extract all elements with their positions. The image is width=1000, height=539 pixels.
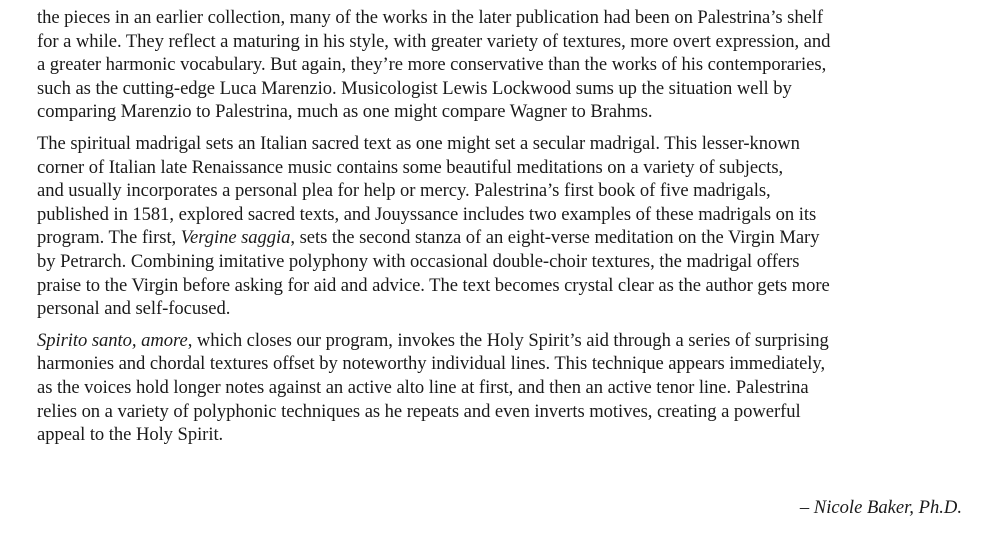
text-segment: comparing Marenzio to Palestrina, much as one might compare Wagner to Brahms.: [37, 101, 653, 123]
text-line: [37, 352, 967, 376]
text-segment: appeal to the Holy Spirit.: [37, 424, 224, 446]
paragraph-1: [37, 6, 967, 124]
text-line: [37, 400, 967, 424]
text-line: [37, 100, 967, 124]
text-segment: the pieces in an earlier collection, many of the works in the later publication had been on Palestrina’s shelf: [37, 7, 824, 28]
text-line: [37, 274, 967, 298]
text-segment: praise to the Virgin before asking for aid and advice. The text becomes crystal clear as the author gets more: [37, 274, 830, 296]
text-segment: published in 1581, explored sacred texts, and Jouyssance includes two examples of these madrigals on its: [37, 203, 817, 225]
text-segment: by Petrarch. Combining imitative polyphony with occasional double-choir textures, the madrigal offers: [37, 250, 800, 272]
text-segment: as the voices hold longer notes against an active alto line at first, and then an active tenor line. Palestrina: [37, 376, 809, 398]
text-segment: for a while. They reflect a maturing in his style, with greater variety of textures, more overt expression, and: [37, 30, 831, 52]
text-line: [37, 6, 967, 30]
text-line: [37, 423, 967, 447]
text-line: [37, 53, 967, 77]
paragraph-2: [37, 132, 967, 321]
text-line: [37, 77, 967, 101]
text-line: [37, 179, 967, 203]
essay-body: [37, 6, 967, 455]
text-line: [37, 156, 967, 180]
text-segment: personal and self-focused.: [37, 298, 231, 320]
paragraph-3: [37, 329, 967, 447]
text-segment: program. The first,: [37, 227, 181, 249]
text-line: [37, 329, 967, 353]
text-segment: and usually incorporates a personal plea for help or mercy. Palestrina’s first book of five madrigals,: [37, 180, 771, 202]
italic-title: Vergine saggia: [180, 227, 291, 249]
text-segment: , which closes our program, invokes the Holy Spirit’s aid through a series of surprising: [187, 329, 829, 351]
text-line: [37, 226, 967, 250]
text-segment: The spiritual madrigal sets an Italian sacred text as one might set a secular madrigal. This lesser-known: [37, 132, 800, 154]
text-line: [37, 250, 967, 274]
italic-title: Spirito santo, amore: [37, 329, 188, 351]
text-segment: harmonies and chordal textures offset by noteworthy individual lines. This technique appears immediately,: [37, 353, 826, 375]
text-segment: , sets the second stanza of an eight-verse meditation on the Virgin Mary: [290, 227, 820, 249]
text-line: [37, 132, 967, 156]
text-segment: a greater harmonic vocabulary. But again, they’re more conservative than the works of his contemporaries,: [37, 54, 827, 76]
text-line: [37, 376, 967, 400]
text-line: [37, 203, 967, 227]
author-signature: – Nicole Baker, Ph.D.: [799, 497, 962, 518]
text-segment: corner of Italian late Renaissance music contains some beautiful meditations on a variety of subjects,: [37, 156, 784, 178]
text-segment: relies on a variety of polyphonic techniques as he repeats and even inverts motives, creating a powerful: [37, 400, 801, 422]
text-line: [37, 30, 967, 54]
text-line: [37, 297, 967, 321]
text-segment: such as the cutting-edge Luca Marenzio. Musicologist Lewis Lockwood sums up the situation well by: [37, 77, 792, 99]
